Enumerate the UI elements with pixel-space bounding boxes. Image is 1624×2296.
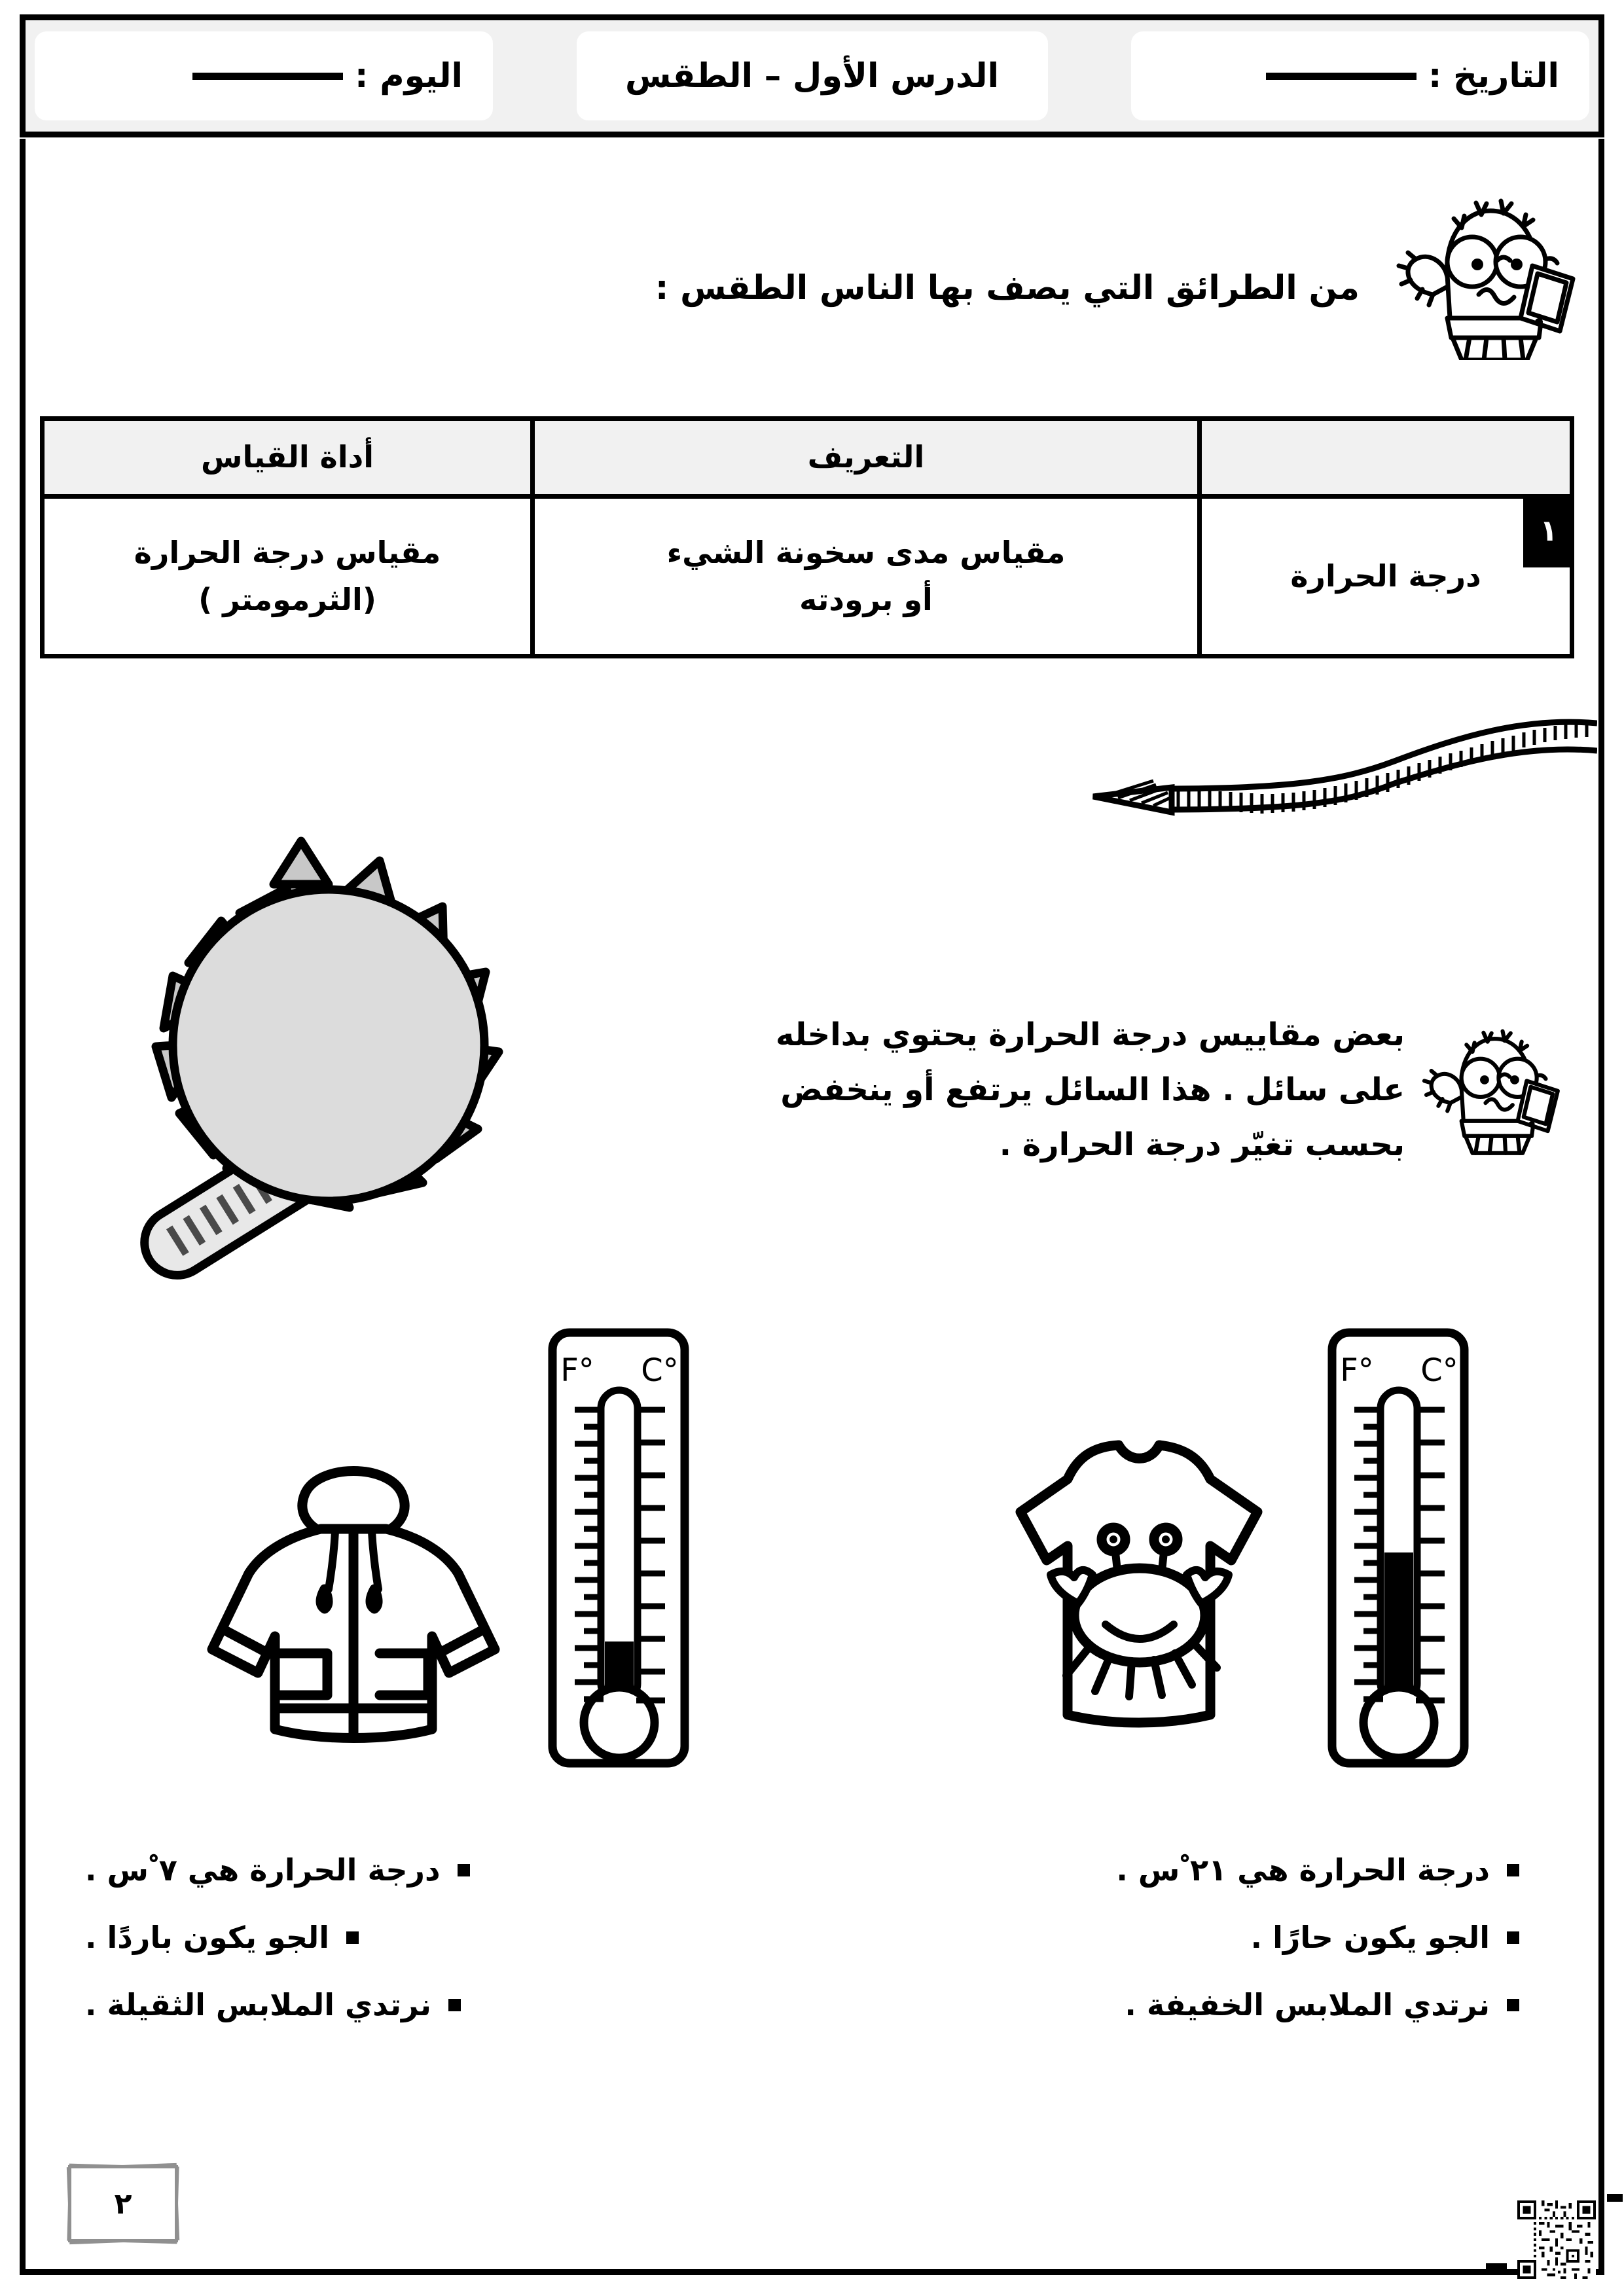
table-header-topic xyxy=(1200,419,1572,497)
date-blank-line[interactable] xyxy=(1266,73,1416,80)
table-cell-definition xyxy=(533,497,1200,656)
table-cell-tool xyxy=(43,497,533,656)
definition-line-1: مقياس مدى سخونة الشيء xyxy=(666,535,1066,571)
cactus-mascot-icon xyxy=(1382,196,1578,363)
header-band xyxy=(20,14,1604,137)
square-bullet-icon xyxy=(346,1931,359,1944)
table-row xyxy=(43,497,1572,656)
bullet-text: نرتدي الملابس الثقيلة . xyxy=(85,1987,431,2023)
intro-row xyxy=(73,196,1578,363)
table-header-tool: أداة القياس xyxy=(43,419,533,497)
page-number-badge xyxy=(51,2152,195,2257)
bullet-text: الجو يكون باردًا . xyxy=(85,1920,330,1956)
crop-mark-right-icon xyxy=(1607,2194,1623,2202)
tool-line-1: مقياس درجة الحرارة xyxy=(134,535,441,571)
square-bullet-icon xyxy=(448,1999,461,2011)
day-blank-line[interactable] xyxy=(192,73,343,80)
table-header-row xyxy=(43,419,1572,497)
day-field-box[interactable] xyxy=(35,31,493,120)
tool-line-2: (الثرمومتر ) xyxy=(198,581,376,617)
thermometer-scale-left-label: °F xyxy=(1340,1352,1374,1389)
list-item xyxy=(825,1987,1519,2023)
hot-weather-bullets xyxy=(825,1852,1519,2055)
cold-weather-panel xyxy=(85,1322,779,1793)
paragraph-line-1: بعض مقاييس درجة الحرارة يحتوي بداخله xyxy=(775,1016,1405,1053)
list-item xyxy=(85,1920,359,1956)
liquid-thermometer-paragraph xyxy=(724,998,1405,1172)
cold-weather-bullets xyxy=(85,1852,779,2055)
page-number-text: ٢ xyxy=(114,2187,132,2221)
bullet-text: نرتدي الملابس الخفيفة . xyxy=(1125,1987,1490,2023)
thermometer-hot-icon xyxy=(1323,1322,1473,1776)
lesson-title-box xyxy=(577,31,1048,120)
date-label: التاريخ : xyxy=(1428,56,1559,96)
measurement-table-wrap xyxy=(62,416,1574,658)
square-bullet-icon xyxy=(458,1864,470,1876)
sun-with-thermometer-icon xyxy=(72,815,530,1338)
paragraph-line-2: على سائل . هذا السائل يرتفع أو ينخفض xyxy=(780,1071,1405,1108)
bullet-text: الجو يكون حارًا . xyxy=(1250,1920,1490,1956)
square-bullet-icon xyxy=(1507,1864,1519,1876)
t-shirt-with-crab-icon xyxy=(950,1407,1316,1776)
list-item xyxy=(825,1852,1519,1888)
cactus-mascot-icon xyxy=(1411,998,1562,1162)
paragraph-line-3: بحسب تغيّر درجة الحرارة . xyxy=(999,1126,1405,1163)
square-bullet-icon xyxy=(1507,1931,1519,1944)
thermometer-scale-right-label: °C xyxy=(641,1352,679,1389)
definition-line-2: أو برودته xyxy=(799,581,933,617)
list-item xyxy=(85,1852,470,1888)
table-header-definition: التعريف xyxy=(533,419,1200,497)
liquid-thermometer-paragraph-row xyxy=(724,998,1562,1172)
bullet-text: درجة الحرارة هي ٧ ْس . xyxy=(85,1852,441,1888)
crop-mark-left-icon xyxy=(1486,2263,1507,2271)
measurement-table xyxy=(40,416,1574,658)
hot-weather-panel xyxy=(865,1322,1559,1793)
qr-code-icon[interactable] xyxy=(1517,2200,1596,2279)
thermometer-scale-right-label: °C xyxy=(1420,1352,1458,1389)
hooded-jacket-icon xyxy=(170,1433,537,1776)
topic-text: درجة الحرارة xyxy=(1290,558,1481,594)
thermometer-scale-left-label: °F xyxy=(560,1352,594,1389)
date-field-box[interactable] xyxy=(1131,31,1589,120)
list-item xyxy=(825,1920,1519,1956)
thermometer-cold-icon xyxy=(543,1322,694,1776)
square-bullet-icon xyxy=(1507,1999,1519,2011)
row-number-badge: ١ xyxy=(1523,494,1574,567)
page-title: الدرس الأول – الطقس xyxy=(624,56,1000,96)
list-item xyxy=(85,1987,461,2023)
table-cell-topic xyxy=(1200,497,1572,656)
intro-text: من الطرائق التي يصف بها الناس الطقس : xyxy=(655,268,1360,308)
bullet-text: درجة الحرارة هي ٢١ ْس . xyxy=(1116,1852,1490,1888)
day-label: اليوم : xyxy=(355,56,463,96)
